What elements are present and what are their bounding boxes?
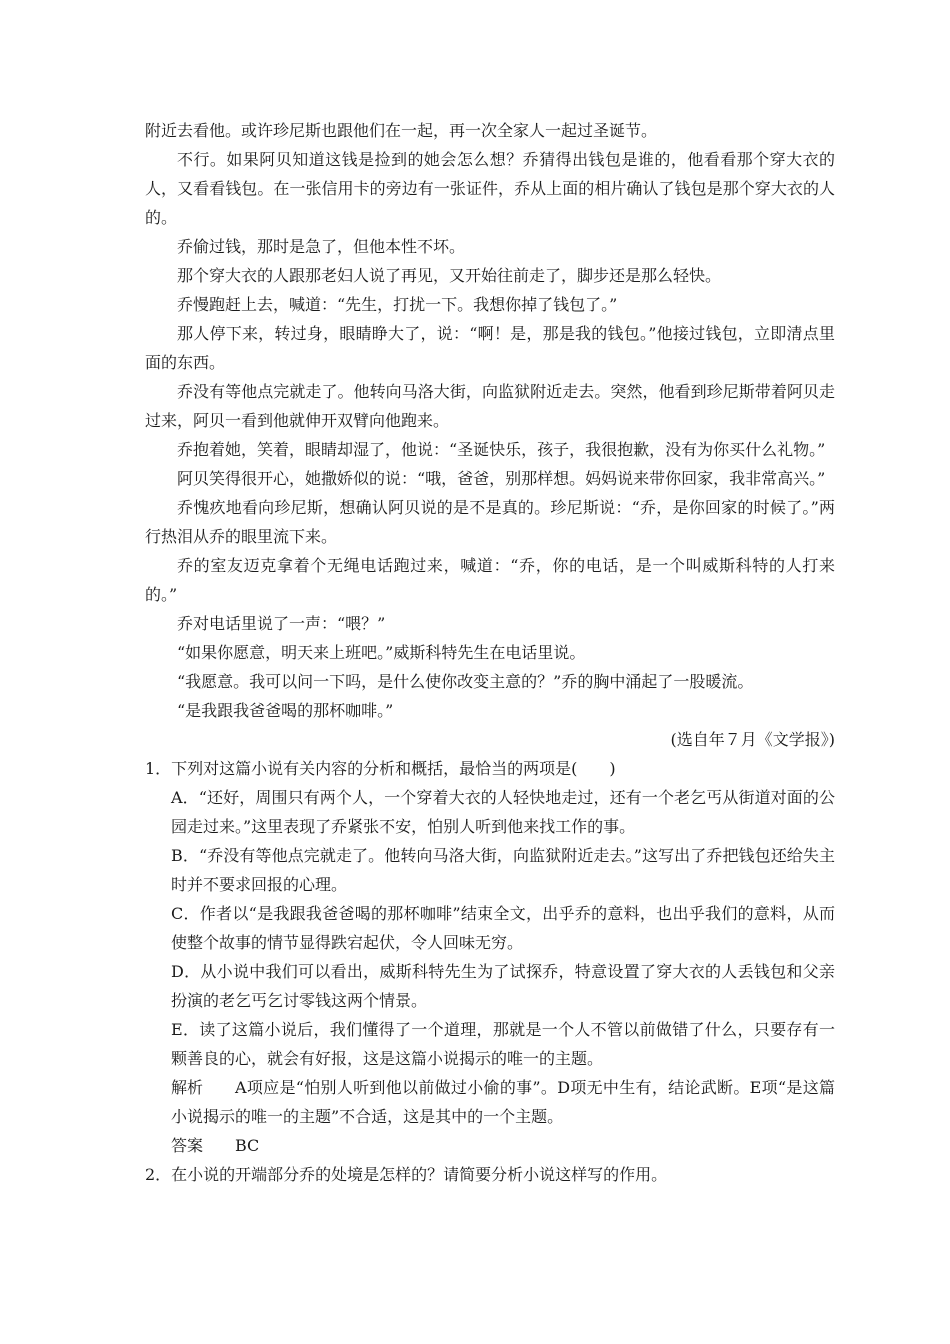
story-paragraph: 乔的室友迈克拿着个无绳电话跑过来，喊道：“乔，你的电话，是一个叫威斯科特的人打来的。” (145, 556, 835, 604)
story-paragraph: 乔抱着她，笑着，眼睛却湿了，他说：“圣诞快乐，孩子，我很抱歉，没有为你买什么礼物。” (177, 440, 826, 459)
question-1-option-a: A．“还好，周围只有两个人，一个穿着大衣的人轻快地走过，还有一个老乞丐从街道对面的公园走过来。”这里表现了乔紧张不安，怕别人听到他来找工作的事。 (171, 788, 835, 836)
story-paragraph: 乔偷过钱，那时是急了，但他本性不坏。 (177, 237, 466, 256)
question-1-answer (145, 1131, 835, 1160)
question-1-analysis (145, 1073, 835, 1131)
story-paragraph: “如果你愿意，明天来上班吧。”威斯科特先生在电话里说。 (177, 643, 586, 662)
question-2-stem: 2．在小说的开端部分乔的处境是怎样的？请简要分析小说这样写的作用。 (145, 1165, 668, 1184)
analysis-text: A项应是“怕别人听到他以前做过小偷的事”。D项无中生有，结论武断。E项“是这篇小说揭示的唯一的主题”不合适，这是其中的一个主题。 (171, 1078, 835, 1126)
question-1-option-b: B．“乔没有等他点完就走了。他转向马洛大街，向监狱附近走去。”这写出了乔把钱包还给失主时并不要求回报的心理。 (171, 846, 835, 894)
analysis-label: 解析 (171, 1078, 204, 1097)
story-paragraph: 乔没有等他点完就走了。他转向马洛大街，向监狱附近走去。突然，他看到珍尼斯带着阿贝走过来，阿贝一看到他就伸开双臂向他跑来。 (145, 382, 835, 430)
document-body (145, 116, 835, 1189)
question-1-option-c: C．作者以“是我跟我爸爸喝的那杯咖啡”结束全文，出乎乔的意料，也出乎我们的意料，从而使整个故事的情节显得跌宕起伏，令人回味无穷。 (171, 904, 835, 952)
story-paragraph: 阿贝笑得很开心，她撒娇似的说：“哦，爸爸，别那样想。妈妈说来带你回家，我非常高兴。” (177, 469, 826, 488)
story-paragraph: “我愿意。我可以问一下吗，是什么使你改变主意的？”乔的胸中涌起了一股暖流。 (177, 672, 754, 691)
story-paragraph: 乔对电话里说了一声：“喂？” (177, 614, 386, 633)
story-paragraph: 那人停下来，转过身，眼睛睁大了，说：“啊！是，那是我的钱包。”他接过钱包，立即清点里面的东西。 (145, 324, 835, 372)
story-paragraph: 那个穿大衣的人跟那老妇人说了再见，又开始往前走了，脚步还是那么轻快。 (177, 266, 722, 285)
story-paragraph: 乔愧疚地看向珍尼斯，想确认阿贝说的是不是真的。珍尼斯说：“乔，是你回家的时候了。”两行热泪从乔的眼里流下来。 (145, 498, 835, 546)
question-1-option-e: E．读了这篇小说后，我们懂得了一个道理，那就是一个人不管以前做错了什么，只要存有一颗善良的心，就会有好报，这是这篇小说揭示的唯一的主题。 (171, 1020, 835, 1068)
answer-label: 答案 (171, 1136, 204, 1155)
question-1-stem: 1．下列对这篇小说有关内容的分析和概括，最恰当的两项是( ) (145, 759, 616, 778)
source-citation: (选自年７月《文学报》) (670, 730, 835, 749)
story-paragraph: 不行。如果阿贝知道这钱是捡到的她会怎么想？乔猜得出钱包是谁的，他看看那个穿大衣的人，又看看钱包。在一张信用卡的旁边有一张证件，乔从上面的相片确认了钱包是那个穿大衣的人的。 (145, 150, 835, 227)
story-paragraph: 乔慢跑赶上去，喊道：“先生，打扰一下。我想你掉了钱包了。” (177, 295, 618, 314)
answer-text: BC (235, 1136, 260, 1155)
story-paragraph: 附近去看他。或许珍尼斯也跟他们在一起，再一次全家人一起过圣诞节。 (145, 121, 658, 140)
story-paragraph: “是我跟我爸爸喝的那杯咖啡。” (177, 701, 394, 720)
question-1-option-d: D．从小说中我们可以看出，威斯科特先生为了试探乔，特意设置了穿大衣的人丢钱包和父亲扮演的老乞丐乞讨零钱这两个情景。 (171, 962, 835, 1010)
